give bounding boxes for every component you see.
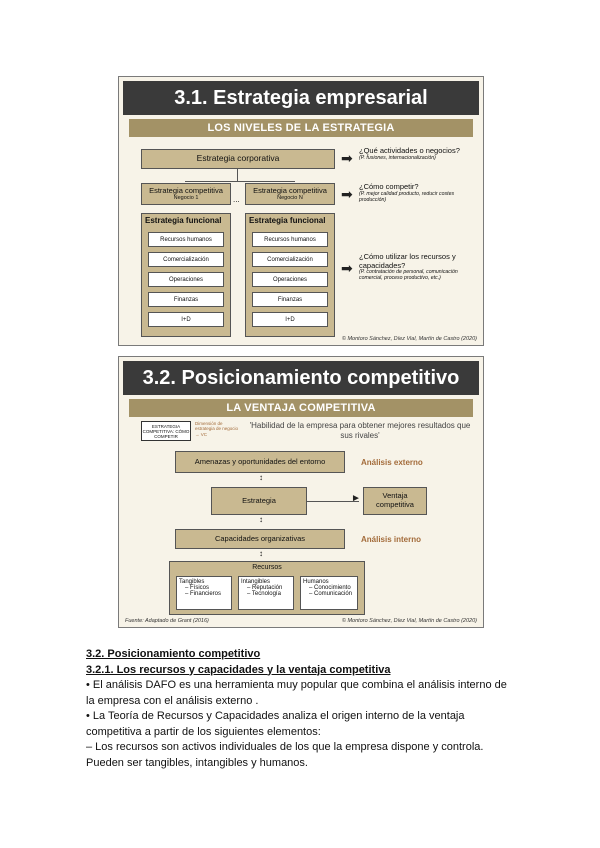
arrow-up-down-icon: ↕: [259, 549, 263, 558]
question-note: (P. mejor calidad producto, reducir costes producción): [359, 190, 455, 203]
slide-estrategia-empresarial: [118, 76, 484, 346]
question-resources: [359, 253, 477, 282]
connector-line: [237, 169, 238, 181]
functional-item: I+D: [148, 312, 224, 327]
competitive-strategy-box-n: [245, 183, 335, 205]
resource-item: – Físicos: [185, 585, 210, 591]
resource-item: – Conocimiento: [309, 585, 351, 591]
arrow-right-icon: ➡: [341, 150, 353, 166]
functional-item: Finanzas: [148, 292, 224, 307]
competitive-strategy-label: Estrategia competitiva: [149, 185, 223, 195]
resource-type-title: Intangibles: [241, 579, 271, 585]
paragraph: • La Teoría de Recursos y Capacidades analiza el origen interno de la ventaja competitiva a partir de los siguientes elementos:: [86, 710, 465, 738]
slide-banner: LA VENTAJA COMPETITIVA: [129, 399, 473, 417]
slide-posicionamiento-competitivo: [118, 356, 484, 628]
competitive-strategy-label: Estrategia competitiva: [253, 185, 327, 195]
slide-title: 3.2. Posicionamiento competitivo: [123, 361, 479, 395]
arrow-up-down-icon: ↕: [259, 473, 263, 482]
resource-type-title: Tangibles: [179, 579, 205, 585]
connector-line: [185, 181, 295, 182]
advantage-label: Ventaja competitiva: [376, 491, 414, 509]
functional-item: Comercialización: [148, 252, 224, 267]
resource-type-title: Humanos: [303, 579, 329, 585]
arrow-right-icon: ►: [351, 493, 361, 504]
threats-opportunities-box: [175, 451, 345, 473]
organizational-capabilities-box: [175, 529, 345, 549]
strategy-box: [211, 487, 307, 515]
arrow-right-icon: ➡: [341, 260, 353, 276]
arrow-up-down-icon: ↕: [259, 515, 263, 524]
functional-strategy-panel-1: [141, 213, 231, 337]
inset-dimension-note: Dimensión de estrategia de negocio → VC: [195, 421, 239, 437]
corporate-strategy-label: Estrategia corporativa: [196, 153, 280, 164]
resource-item: – Reputación: [247, 585, 283, 591]
functional-item: Operaciones: [252, 272, 328, 287]
intangible-resources-box: [238, 576, 294, 610]
functional-item: I+D: [252, 312, 328, 327]
question-text: ¿Cómo utilizar los recursos y capacidades?: [359, 252, 456, 270]
question-activities: [359, 147, 477, 162]
resources-title: Recursos: [252, 564, 282, 571]
functional-item: Comercialización: [252, 252, 328, 267]
inset-competitive-strategy: ESTRATEGIA COMPETITIVA: CÓMO COMPETIR: [141, 421, 191, 441]
paragraph: – Los recursos son activos individuales de los que la empresa dispone y controla. Pueden ser tangibles, intangibles y humanos.: [86, 741, 484, 769]
functional-strategy-panel-n: [245, 213, 335, 337]
document-text: [86, 647, 516, 771]
functional-strategy-title: Estrategia funcional: [145, 216, 222, 225]
functional-item: Recursos humanos: [148, 232, 224, 247]
business-label: Negocio N: [277, 195, 303, 202]
tangible-resources-box: [176, 576, 232, 610]
functional-strategy-title: Estrategia funcional: [249, 216, 326, 225]
functional-item: Recursos humanos: [252, 232, 328, 247]
resource-item: – Comunicación: [309, 591, 353, 597]
section-heading: 3.2. Posicionamiento competitivo: [86, 648, 261, 660]
copyright-credit: © Montoro Sánchez, Díez Vial, Martín de Castro (2020): [341, 336, 477, 342]
copyright-credit: © Montoro Sánchez, Díez Vial, Martín de Castro (2020): [341, 618, 477, 624]
corporate-strategy-box: [141, 149, 335, 169]
functional-item: Operaciones: [148, 272, 224, 287]
question-text: ¿Cómo competir?: [359, 182, 419, 191]
arrow-right-icon: ➡: [341, 186, 353, 202]
internal-analysis-label: Análisis interno: [361, 535, 422, 544]
threats-label: Amenazas y oportunidades del entorno: [194, 456, 326, 466]
business-label: Negocio 1: [173, 195, 199, 202]
question-note: (P. contratación de personal, comunicación comercial, proceso productivo, etc.): [359, 269, 458, 282]
capabilities-label: Capacidades organizativas: [214, 533, 306, 543]
competitive-strategy-box-1: [141, 183, 231, 205]
advantage-quote: 'Habilidad de la empresa para obtener mejores resultados que sus rivales': [249, 421, 471, 440]
subsection-heading: 3.2.1. Los recursos y capacidades y la ventaja competitiva: [86, 663, 391, 676]
slide-title: 3.1. Estrategia empresarial: [123, 81, 479, 115]
strategy-label: Estrategia: [242, 495, 276, 505]
external-analysis-label: Análisis externo: [361, 458, 423, 467]
question-note: (P. fusiones, internacionalización): [359, 154, 436, 161]
functional-item: Finanzas: [252, 292, 328, 307]
question-compete: [359, 183, 477, 204]
human-resources-box: [300, 576, 358, 610]
question-text: ¿Qué actividades o negocios?: [359, 146, 460, 155]
slide-banner: LOS NIVELES DE LA ESTRATEGIA: [129, 119, 473, 137]
ellipsis: ...: [233, 195, 240, 204]
resource-item: – Tecnología: [247, 591, 281, 597]
paragraph: • El análisis DAFO es una herramienta muy popular que combina el análisis interno de la empresa con el análisis externo .: [86, 679, 507, 707]
source-credit: Fuente: Adaptado de Grant (2016): [125, 618, 209, 624]
resource-item: – Financieros: [185, 591, 222, 597]
resources-panel: [169, 561, 365, 615]
competitive-advantage-box: [363, 487, 427, 515]
